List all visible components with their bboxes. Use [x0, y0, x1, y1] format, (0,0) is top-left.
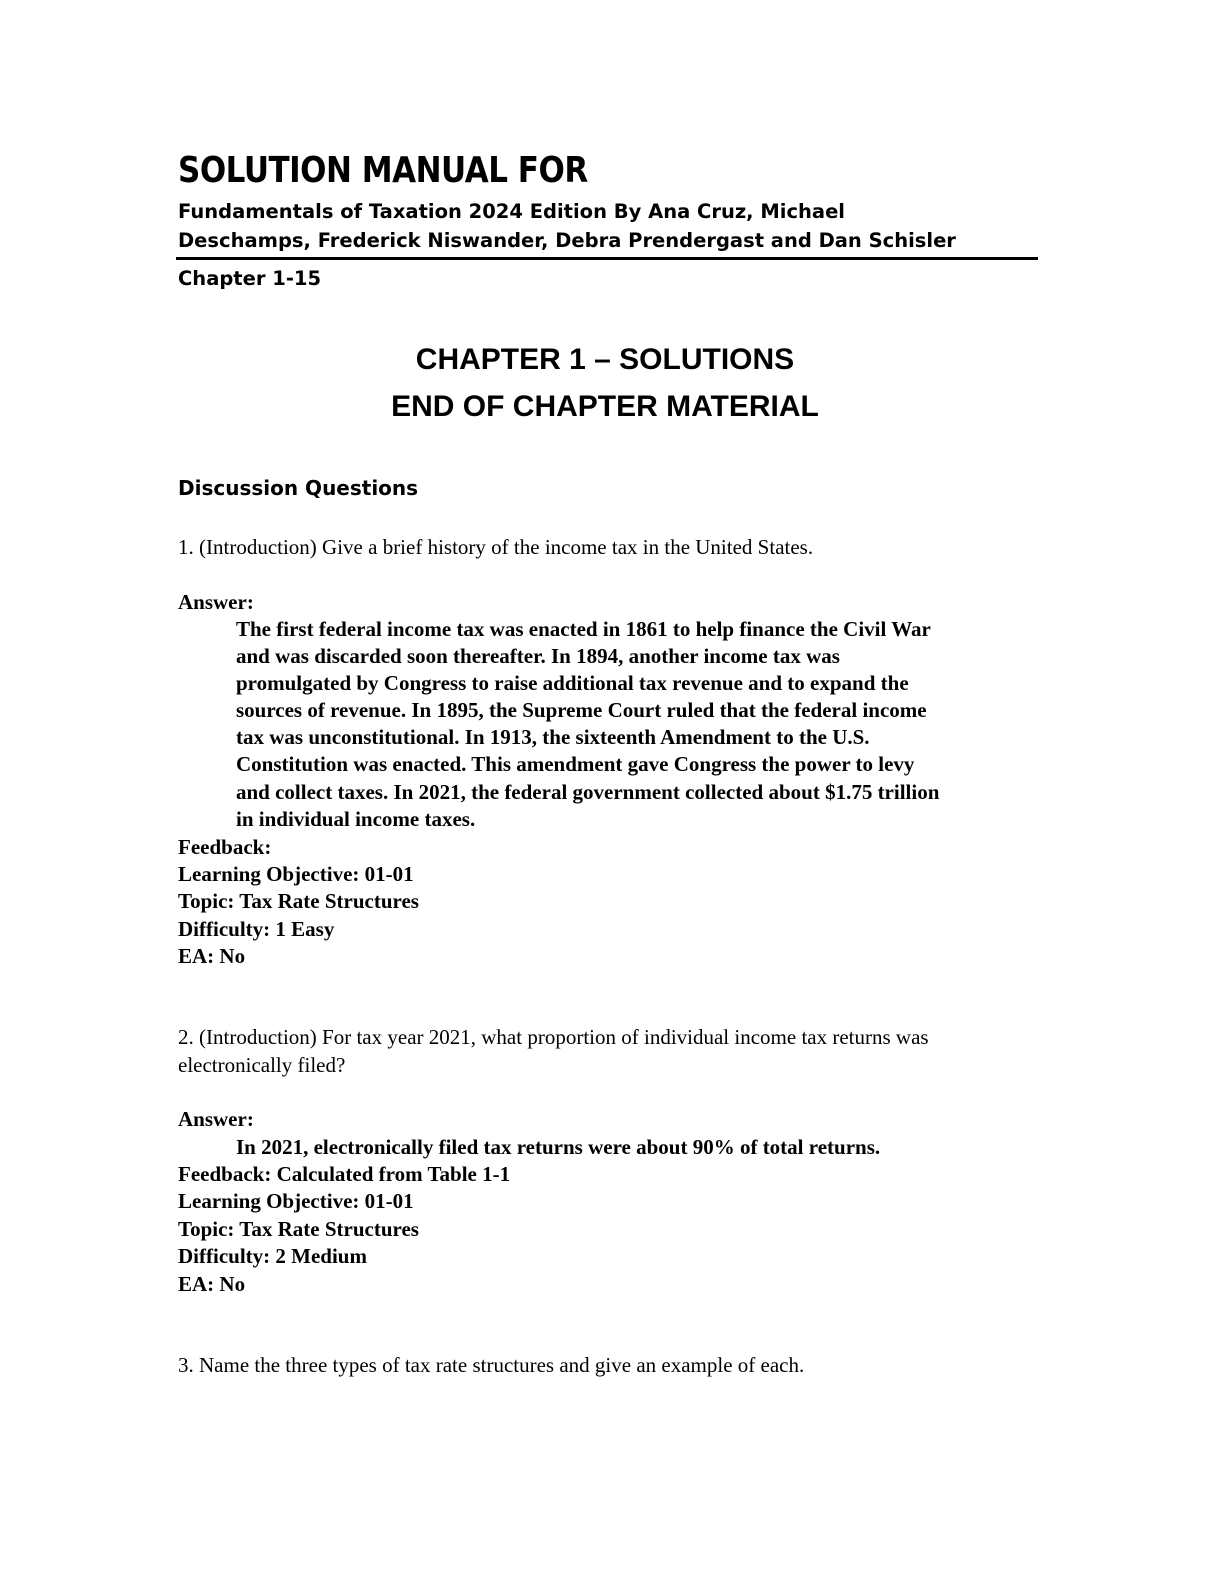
chapter-range: Chapter 1-15	[178, 267, 322, 290]
book-title-line-2: Deschamps, Frederick Niswander, Debra Prendergast and Dan Schisler	[178, 229, 956, 252]
question-2-answer-line: In 2021, electronically filed tax returns were about 90% of total returns.	[236, 1135, 881, 1159]
question-1-answer-line: The first federal income tax was enacted in 1861 to help finance the Civil War	[236, 617, 931, 641]
question-1-answer-line: tax was unconstitutional. In 1913, the sixteenth Amendment to the U.S.	[236, 725, 870, 749]
question-1-feedback: Feedback:	[178, 835, 272, 859]
question-1-text: 1. (Introduction) Give a brief history of the income tax in the United States.	[178, 535, 814, 559]
question-1-topic: Topic: Tax Rate Structures	[178, 889, 419, 913]
question-2-difficulty: Difficulty: 2 Medium	[178, 1244, 367, 1268]
question-1-answer-line: in individual income taxes.	[236, 807, 476, 831]
question-2-answer-label: Answer:	[178, 1107, 254, 1131]
question-1-ea: EA: No	[178, 944, 246, 968]
book-title-line-1: Fundamentals of Taxation 2024 Edition By Ana Cruz, Michael	[178, 200, 845, 223]
question-1-difficulty: Difficulty: 1 Easy	[178, 917, 335, 941]
question-1-learning-objective: Learning Objective: 01-01	[178, 862, 414, 886]
question-1-answer-line: and collect taxes. In 2021, the federal government collected about $1.75 trillion	[236, 780, 940, 804]
question-1-answer-line: Constitution was enacted. This amendment gave Congress the power to levy	[236, 752, 915, 776]
document-title: SOLUTION MANUAL FOR	[178, 150, 588, 192]
question-1-answer-line: and was discarded soon thereafter. In 1894, another income tax was	[236, 644, 840, 668]
question-1-answer-label: Answer:	[178, 590, 254, 614]
chapter-subheading: END OF CHAPTER MATERIAL	[391, 390, 819, 423]
section-heading: Discussion Questions	[178, 476, 419, 500]
question-1-answer-line: sources of revenue. In 1895, the Supreme Court ruled that the federal income	[236, 698, 927, 722]
question-2-topic: Topic: Tax Rate Structures	[178, 1217, 419, 1241]
question-2-learning-objective: Learning Objective: 01-01	[178, 1189, 414, 1213]
question-2-text: 2. (Introduction) For tax year 2021, what proportion of individual income tax returns was	[178, 1025, 929, 1049]
chapter-heading: CHAPTER 1 – SOLUTIONS	[415, 343, 795, 376]
question-1-answer-line: promulgated by Congress to raise additional tax revenue and to expand the	[236, 671, 909, 695]
question-2-feedback: Feedback: Calculated from Table 1-1	[178, 1162, 511, 1186]
question-2-text: electronically filed?	[178, 1053, 346, 1077]
question-2-ea: EA: No	[178, 1272, 246, 1296]
header-divider	[176, 257, 1038, 260]
question-3-text: 3. Name the three types of tax rate structures and give an example of each.	[178, 1353, 805, 1377]
